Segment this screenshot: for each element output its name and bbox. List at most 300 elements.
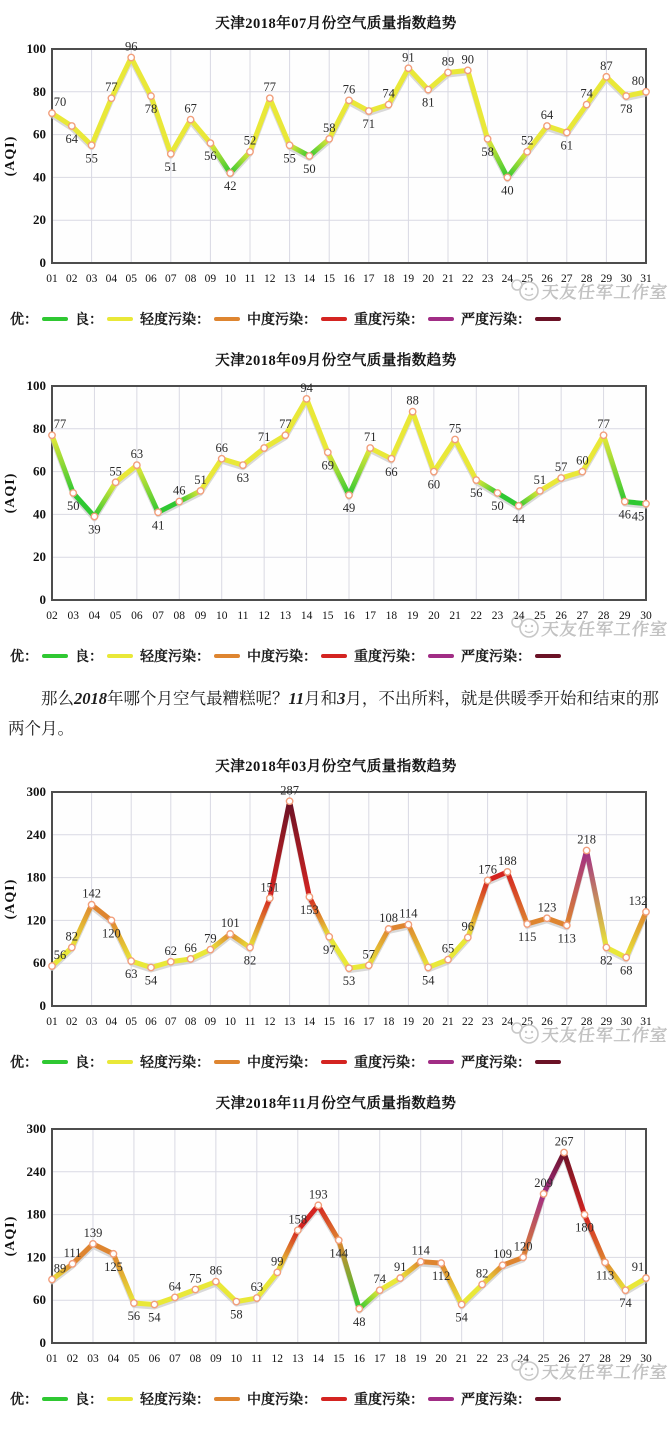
- chart-title-march: 天津2018年03月份空气质量指数趋势: [215, 759, 457, 776]
- svg-text:16: 16: [353, 1353, 365, 1366]
- legend-color-swatch: [107, 317, 133, 321]
- svg-text:300: 300: [26, 1121, 46, 1137]
- svg-text:88: 88: [406, 393, 419, 408]
- svg-text:55: 55: [85, 151, 98, 166]
- svg-text:69: 69: [321, 458, 335, 473]
- watermark-logo-icon: [508, 277, 542, 303]
- svg-text:115: 115: [518, 930, 537, 945]
- svg-text:(AQI): (AQI): [3, 135, 18, 177]
- svg-text:64: 64: [540, 108, 554, 123]
- svg-text:60: 60: [33, 126, 46, 142]
- legend-label: 轻度污染：: [140, 313, 210, 328]
- svg-text:18: 18: [385, 610, 398, 622]
- svg-text:71: 71: [363, 430, 377, 445]
- legend-color-swatch: [42, 1397, 68, 1401]
- svg-text:176: 176: [478, 862, 497, 877]
- legend-label: 良：: [75, 313, 103, 328]
- watermark-text: 天友任军工作室: [540, 619, 669, 639]
- svg-text:05: 05: [128, 1353, 140, 1366]
- chart-block-november: [0, 1092, 672, 1417]
- svg-text:30: 30: [620, 1016, 632, 1029]
- svg-text:22: 22: [462, 273, 474, 285]
- svg-text:77: 77: [263, 80, 277, 95]
- legend-label: 轻度污染：: [140, 1393, 210, 1409]
- svg-text:63: 63: [124, 967, 138, 982]
- svg-text:(AQI): (AQI): [3, 472, 18, 514]
- svg-text:57: 57: [554, 460, 568, 475]
- svg-text:144: 144: [329, 1246, 349, 1261]
- svg-text:06: 06: [145, 273, 157, 285]
- svg-text:56: 56: [470, 486, 483, 501]
- svg-text:22: 22: [470, 610, 483, 622]
- svg-text:22: 22: [476, 1353, 488, 1366]
- svg-text:27: 27: [578, 1353, 591, 1366]
- paragraph-emphasis: 2018: [74, 689, 107, 708]
- svg-text:50: 50: [66, 499, 80, 513]
- svg-text:86: 86: [209, 1264, 223, 1279]
- legend-color-swatch: [42, 317, 68, 321]
- svg-text:27: 27: [561, 273, 573, 285]
- svg-text:114: 114: [399, 907, 418, 922]
- svg-text:27: 27: [576, 610, 589, 622]
- svg-text:19: 19: [402, 1016, 415, 1029]
- svg-text:31: 31: [640, 1016, 652, 1029]
- svg-text:74: 74: [619, 1296, 632, 1311]
- svg-text:71: 71: [362, 117, 376, 132]
- svg-text:41: 41: [151, 518, 165, 533]
- legend-item: [140, 309, 240, 329]
- legend-label: 优：: [10, 313, 38, 328]
- legend-color-swatch: [321, 317, 347, 321]
- svg-text:123: 123: [537, 900, 557, 915]
- svg-text:20: 20: [435, 1353, 447, 1366]
- legend-label: 重度污染：: [354, 1056, 424, 1072]
- svg-text:04: 04: [88, 610, 101, 622]
- svg-text:77: 77: [105, 80, 118, 95]
- legend-item: [10, 309, 68, 329]
- paragraph-text: 那么: [41, 689, 74, 708]
- svg-text:58: 58: [230, 1308, 243, 1323]
- svg-text:09: 09: [210, 1353, 222, 1366]
- svg-text:113: 113: [557, 931, 576, 946]
- svg-text:39: 39: [88, 522, 101, 537]
- svg-text:300: 300: [26, 784, 46, 800]
- legend-item: [461, 309, 561, 329]
- svg-text:26: 26: [541, 1016, 553, 1029]
- watermark-logo-icon: [508, 1020, 542, 1046]
- svg-text:03: 03: [67, 610, 79, 622]
- svg-text:(AQI): (AQI): [3, 1215, 18, 1257]
- svg-text:51: 51: [194, 472, 207, 487]
- svg-text:67: 67: [184, 101, 197, 116]
- svg-text:56: 56: [53, 948, 67, 963]
- svg-text:71: 71: [257, 430, 271, 445]
- aqi-trend-chart-march: [0, 782, 672, 1034]
- svg-text:153: 153: [300, 903, 319, 918]
- svg-text:80: 80: [631, 73, 645, 88]
- svg-text:240: 240: [26, 1164, 46, 1180]
- svg-text:54: 54: [144, 973, 158, 988]
- svg-text:78: 78: [144, 102, 158, 117]
- svg-text:75: 75: [189, 1271, 202, 1286]
- svg-text:81: 81: [421, 95, 435, 110]
- svg-text:101: 101: [220, 916, 240, 931]
- legend-item: [354, 646, 454, 666]
- legend-color-swatch: [535, 1060, 561, 1064]
- legend-color-swatch: [107, 654, 133, 658]
- legend-color-swatch: [42, 1060, 68, 1064]
- svg-text:07: 07: [169, 1353, 181, 1366]
- legend-label: 严度污染：: [461, 650, 531, 665]
- aqi-legend-row: [0, 619, 672, 674]
- svg-text:23: 23: [481, 1016, 494, 1029]
- svg-text:02: 02: [66, 1016, 78, 1029]
- svg-text:180: 180: [26, 1206, 46, 1222]
- svg-text:16: 16: [343, 1016, 355, 1029]
- svg-text:188: 188: [498, 854, 517, 869]
- svg-text:29: 29: [600, 1016, 613, 1029]
- svg-text:91: 91: [393, 1260, 407, 1275]
- svg-text:60: 60: [427, 477, 441, 492]
- svg-text:10: 10: [224, 1016, 236, 1029]
- svg-text:50: 50: [491, 499, 504, 513]
- legend-label: 严度污染：: [461, 313, 531, 328]
- legend-item: [461, 1389, 561, 1409]
- legend-item: [10, 1389, 68, 1409]
- svg-text:13: 13: [283, 1016, 296, 1029]
- page: [0, 12, 672, 1453]
- svg-text:28: 28: [599, 1353, 611, 1366]
- legend-label: 严度污染：: [461, 1393, 531, 1409]
- svg-text:68: 68: [619, 963, 633, 978]
- aqi-legend: [10, 309, 568, 329]
- svg-text:120: 120: [513, 1239, 533, 1254]
- svg-text:14: 14: [303, 273, 316, 285]
- svg-text:60: 60: [33, 955, 46, 971]
- svg-text:0: 0: [39, 1335, 46, 1351]
- svg-text:26: 26: [558, 1353, 570, 1366]
- svg-text:82: 82: [243, 953, 257, 968]
- legend-item: [75, 1389, 133, 1409]
- svg-text:02: 02: [46, 610, 58, 622]
- svg-text:24: 24: [517, 1353, 529, 1366]
- svg-text:18: 18: [382, 273, 395, 285]
- svg-text:58: 58: [322, 120, 336, 135]
- legend-item: [75, 309, 133, 329]
- svg-text:64: 64: [65, 132, 79, 147]
- svg-text:19: 19: [406, 610, 419, 622]
- legend-color-swatch: [535, 654, 561, 658]
- svg-text:65: 65: [441, 942, 455, 957]
- svg-text:90: 90: [461, 52, 475, 67]
- svg-text:19: 19: [414, 1353, 427, 1366]
- svg-text:01: 01: [46, 273, 58, 285]
- svg-text:91: 91: [402, 50, 415, 65]
- legend-color-swatch: [214, 1397, 240, 1401]
- watermark: [508, 1357, 668, 1383]
- aqi-legend: [10, 1052, 568, 1072]
- svg-text:66: 66: [385, 464, 398, 479]
- watermark-logo-icon: [508, 1357, 542, 1383]
- svg-text:09: 09: [204, 273, 217, 285]
- svg-text:193: 193: [308, 1187, 328, 1202]
- svg-text:89: 89: [441, 54, 455, 69]
- svg-text:40: 40: [501, 183, 514, 198]
- legend-color-swatch: [107, 1397, 133, 1401]
- svg-text:14: 14: [312, 1353, 325, 1366]
- svg-text:108: 108: [379, 911, 398, 926]
- svg-text:82: 82: [600, 953, 613, 968]
- svg-text:21: 21: [442, 273, 454, 285]
- paragraph-text: 月和: [304, 689, 338, 708]
- svg-text:142: 142: [82, 887, 101, 902]
- watermark-text: 天友任军工作室: [540, 1362, 669, 1382]
- svg-text:66: 66: [215, 440, 228, 455]
- svg-text:07: 07: [165, 1016, 177, 1029]
- svg-text:15: 15: [322, 610, 334, 622]
- svg-text:09: 09: [204, 1016, 217, 1029]
- svg-text:109: 109: [493, 1247, 512, 1262]
- svg-text:30: 30: [640, 1353, 652, 1366]
- svg-text:11: 11: [244, 273, 256, 285]
- legend-label: 轻度污染：: [140, 650, 210, 665]
- svg-text:267: 267: [554, 1134, 574, 1149]
- svg-text:78: 78: [619, 102, 633, 117]
- watermark-text: 天友任军工作室: [540, 1025, 669, 1045]
- svg-text:0: 0: [39, 998, 46, 1014]
- svg-text:240: 240: [26, 827, 46, 843]
- chart-block-september: [0, 349, 672, 674]
- svg-text:82: 82: [65, 929, 79, 944]
- svg-text:97: 97: [322, 943, 336, 958]
- svg-text:30: 30: [640, 610, 652, 622]
- watermark: [508, 614, 668, 640]
- svg-text:79: 79: [204, 932, 217, 947]
- svg-text:55: 55: [109, 464, 122, 479]
- legend-color-swatch: [428, 654, 454, 658]
- svg-text:03: 03: [87, 1353, 99, 1366]
- svg-text:10: 10: [230, 1353, 243, 1366]
- svg-text:75: 75: [448, 421, 462, 436]
- svg-text:06: 06: [145, 1016, 157, 1029]
- legend-label: 良：: [75, 650, 103, 665]
- chart-title-september: 天津2018年09月份空气质量指数趋势: [215, 353, 457, 369]
- svg-text:70: 70: [53, 95, 67, 110]
- watermark: [508, 277, 668, 303]
- svg-text:64: 64: [168, 1279, 182, 1294]
- svg-text:132: 132: [628, 894, 648, 909]
- svg-text:60: 60: [576, 453, 589, 468]
- legend-item: [140, 1052, 240, 1072]
- svg-text:56: 56: [127, 1309, 141, 1324]
- legend-item: [461, 1052, 561, 1072]
- legend-label: 优：: [10, 650, 38, 665]
- svg-text:23: 23: [496, 1353, 509, 1366]
- svg-text:29: 29: [619, 1353, 632, 1366]
- svg-text:21: 21: [455, 1353, 468, 1366]
- svg-text:77: 77: [597, 417, 610, 432]
- watermark: [508, 1020, 668, 1046]
- aqi-trend-chart-november: [0, 1119, 672, 1371]
- svg-text:17: 17: [363, 1016, 375, 1029]
- svg-text:62: 62: [164, 944, 178, 959]
- svg-text:139: 139: [83, 1226, 103, 1241]
- legend-color-swatch: [321, 654, 347, 658]
- legend-label: 优：: [10, 1056, 38, 1072]
- svg-text:99: 99: [271, 1254, 284, 1269]
- svg-text:20: 20: [422, 273, 434, 285]
- svg-text:25: 25: [537, 1353, 550, 1366]
- svg-text:15: 15: [333, 1353, 345, 1366]
- legend-color-swatch: [535, 1397, 561, 1401]
- svg-text:12: 12: [271, 1353, 284, 1366]
- svg-text:30: 30: [620, 273, 632, 285]
- legend-color-swatch: [428, 1060, 454, 1064]
- svg-text:28: 28: [597, 610, 610, 622]
- svg-text:02: 02: [66, 1353, 79, 1366]
- paragraph-text: 年哪个月空气最糟糕呢？: [107, 689, 289, 708]
- svg-text:01: 01: [46, 1353, 58, 1366]
- svg-text:120: 120: [102, 926, 121, 941]
- svg-text:82: 82: [475, 1266, 489, 1281]
- svg-text:05: 05: [125, 1016, 137, 1029]
- svg-text:61: 61: [560, 138, 574, 153]
- svg-text:100: 100: [26, 378, 46, 393]
- legend-color-swatch: [321, 1060, 347, 1064]
- svg-text:20: 20: [428, 610, 440, 622]
- svg-text:94: 94: [300, 380, 313, 395]
- chart-title-november: 天津2018年11月份空气质量指数趋势: [215, 1096, 457, 1113]
- svg-text:42: 42: [223, 179, 237, 194]
- svg-text:06: 06: [131, 610, 143, 622]
- svg-text:16: 16: [343, 273, 355, 285]
- legend-item: [354, 309, 454, 329]
- svg-text:04: 04: [105, 1016, 118, 1029]
- svg-text:76: 76: [342, 82, 356, 97]
- svg-text:06: 06: [148, 1353, 161, 1366]
- legend-label: 良：: [75, 1393, 103, 1409]
- legend-color-swatch: [535, 317, 561, 321]
- svg-text:60: 60: [33, 1292, 46, 1308]
- svg-text:(AQI): (AQI): [3, 878, 18, 920]
- legend-item: [247, 1052, 347, 1072]
- legend-item: [140, 646, 240, 666]
- svg-text:26: 26: [541, 273, 553, 285]
- legend-label: 重度污染：: [354, 650, 424, 665]
- svg-text:180: 180: [26, 869, 46, 885]
- svg-text:25: 25: [534, 610, 546, 622]
- svg-text:21: 21: [442, 1016, 454, 1029]
- legend-item: [247, 309, 347, 329]
- svg-text:218: 218: [577, 832, 596, 847]
- legend-color-swatch: [428, 317, 454, 321]
- legend-item: [10, 1052, 68, 1072]
- chart-block-march: [0, 755, 672, 1080]
- svg-text:14: 14: [303, 1016, 316, 1029]
- legend-color-swatch: [214, 1060, 240, 1064]
- svg-text:44: 44: [512, 511, 525, 526]
- svg-text:50: 50: [303, 162, 316, 176]
- legend-label: 严度污染：: [461, 1056, 531, 1072]
- svg-text:18: 18: [382, 1016, 395, 1029]
- svg-text:52: 52: [520, 133, 534, 148]
- svg-text:52: 52: [243, 133, 257, 148]
- svg-text:16: 16: [343, 610, 355, 622]
- svg-text:51: 51: [533, 472, 547, 487]
- svg-text:05: 05: [125, 273, 137, 285]
- legend-label: 中度污染：: [247, 313, 317, 328]
- svg-text:113: 113: [595, 1268, 615, 1283]
- svg-text:23: 23: [491, 610, 504, 622]
- svg-text:96: 96: [124, 39, 138, 54]
- svg-text:53: 53: [342, 974, 356, 989]
- svg-text:40: 40: [33, 506, 46, 522]
- svg-text:63: 63: [130, 447, 144, 462]
- aqi-trend-chart-july: [0, 39, 672, 291]
- intro-paragraph: [8, 684, 664, 743]
- legend-label: 优：: [10, 1393, 38, 1409]
- svg-text:46: 46: [173, 483, 186, 498]
- aqi-legend-row: [0, 282, 672, 337]
- svg-text:27: 27: [561, 1016, 573, 1029]
- svg-text:25: 25: [521, 1016, 533, 1029]
- svg-text:96: 96: [461, 919, 475, 934]
- svg-text:24: 24: [512, 610, 525, 622]
- svg-text:60: 60: [33, 463, 46, 479]
- svg-text:08: 08: [184, 1016, 197, 1029]
- svg-text:20: 20: [33, 212, 46, 228]
- aqi-legend: [10, 646, 568, 666]
- svg-text:49: 49: [342, 501, 356, 516]
- svg-text:45: 45: [631, 509, 645, 524]
- svg-text:21: 21: [449, 610, 461, 622]
- svg-text:04: 04: [105, 273, 118, 285]
- svg-text:11: 11: [244, 1016, 256, 1029]
- svg-text:80: 80: [33, 420, 46, 436]
- svg-text:29: 29: [600, 273, 613, 285]
- svg-text:08: 08: [173, 610, 186, 622]
- legend-item: [247, 1389, 347, 1409]
- svg-text:03: 03: [85, 1016, 98, 1029]
- svg-text:0: 0: [39, 255, 46, 270]
- legend-label: 重度污染：: [354, 1393, 424, 1409]
- svg-text:89: 89: [53, 1261, 67, 1276]
- svg-text:28: 28: [580, 1016, 593, 1029]
- legend-item: [354, 1389, 454, 1409]
- legend-item: [10, 646, 68, 666]
- svg-text:08: 08: [184, 273, 197, 285]
- svg-text:63: 63: [250, 1280, 264, 1295]
- chart-title-july: 天津2018年07月份空气质量指数趋势: [215, 16, 457, 32]
- watermark-logo-icon: [508, 614, 542, 640]
- svg-text:77: 77: [279, 417, 292, 432]
- legend-color-swatch: [214, 317, 240, 321]
- legend-label: 重度污染：: [354, 313, 424, 328]
- svg-text:87: 87: [600, 58, 613, 73]
- svg-text:15: 15: [323, 273, 335, 285]
- legend-item: [75, 646, 133, 666]
- legend-color-swatch: [321, 1397, 347, 1401]
- svg-text:14: 14: [300, 610, 313, 622]
- svg-text:54: 54: [455, 1310, 468, 1325]
- legend-label: 中度污染：: [247, 1393, 317, 1409]
- svg-text:24: 24: [501, 1016, 514, 1029]
- svg-text:12: 12: [264, 1016, 276, 1029]
- legend-item: [140, 1389, 240, 1409]
- svg-text:22: 22: [462, 1016, 474, 1029]
- svg-text:209: 209: [534, 1176, 553, 1191]
- svg-text:46: 46: [618, 507, 632, 522]
